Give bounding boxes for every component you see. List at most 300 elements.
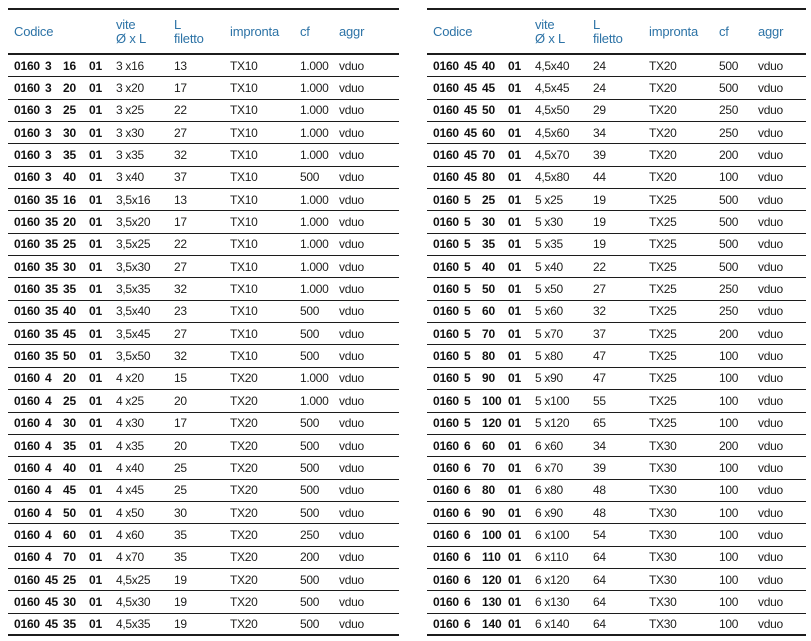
filetto-cell: 39 xyxy=(593,460,606,475)
codice-cell xyxy=(8,371,116,385)
codice-cell xyxy=(8,573,116,587)
vite-cell: 3 x20 xyxy=(116,81,144,96)
aggr-cell: vduo xyxy=(339,215,364,230)
aggr-cell: vduo xyxy=(339,616,364,631)
codice-cell xyxy=(427,617,535,631)
article-code: 0160 5 90 01 xyxy=(433,371,521,386)
catalog-table-left xyxy=(8,8,399,636)
impronta-cell: TX10 xyxy=(230,170,258,185)
impronta-cell: TX20 xyxy=(649,170,677,185)
codice-cell xyxy=(8,81,116,95)
article-code: 0160 4 60 01 xyxy=(14,527,102,542)
vite-cell: 4,5x30 xyxy=(116,594,151,609)
header-codice: Codice xyxy=(433,24,473,39)
filetto-cell: 55 xyxy=(593,393,606,408)
aggr-cell: vduo xyxy=(339,371,364,386)
impronta-cell: TX25 xyxy=(649,349,677,364)
table-row xyxy=(8,211,399,233)
aggr-cell: vduo xyxy=(758,616,783,631)
codice-cell xyxy=(427,349,535,363)
codice-cell xyxy=(427,528,535,542)
article-code: 0160 45 80 01 xyxy=(433,170,521,185)
cf-cell: 100 xyxy=(719,594,739,609)
article-code: 0160 45 70 01 xyxy=(433,148,521,163)
cf-cell: 1.000 xyxy=(300,148,329,163)
filetto-cell: 64 xyxy=(593,616,606,631)
aggr-cell: vduo xyxy=(339,594,364,609)
filetto-cell: 47 xyxy=(593,371,606,386)
codice-cell xyxy=(427,193,535,207)
article-code: 0160 4 70 01 xyxy=(14,550,102,565)
table-row xyxy=(8,144,399,166)
article-code: 0160 3 20 01 xyxy=(14,81,102,96)
filetto-cell: 34 xyxy=(593,438,606,453)
filetto-cell: 48 xyxy=(593,483,606,498)
table-row xyxy=(427,614,806,636)
cf-cell: 500 xyxy=(300,438,320,453)
codice-cell xyxy=(8,349,116,363)
header-vite: vite Ø x L xyxy=(116,16,147,46)
codice-cell xyxy=(427,304,535,318)
filetto-cell: 19 xyxy=(593,192,606,207)
vite-cell: 5 x25 xyxy=(535,192,563,207)
codice-cell xyxy=(8,170,116,184)
vite-cell: 5 x100 xyxy=(535,393,570,408)
codice-cell xyxy=(8,193,116,207)
cf-cell: 100 xyxy=(719,505,739,520)
cf-cell: 500 xyxy=(300,505,320,520)
article-code: 0160 5 40 01 xyxy=(433,259,521,274)
aggr-cell: vduo xyxy=(339,393,364,408)
impronta-cell: TX10 xyxy=(230,125,258,140)
article-code: 0160 3 25 01 xyxy=(14,103,102,118)
filetto-cell: 65 xyxy=(593,416,606,431)
table-row xyxy=(8,55,399,77)
filetto-cell: 20 xyxy=(174,438,187,453)
filetto-cell: 37 xyxy=(174,170,187,185)
cf-cell: 250 xyxy=(719,282,739,297)
impronta-cell: TX10 xyxy=(230,282,258,297)
cf-cell: 500 xyxy=(300,170,320,185)
article-code: 0160 5 80 01 xyxy=(433,349,521,364)
impronta-cell: TX20 xyxy=(230,550,258,565)
codice-cell xyxy=(427,170,535,184)
cf-cell: 200 xyxy=(719,438,739,453)
table-row xyxy=(427,211,806,233)
vite-cell: 4,5x50 xyxy=(535,103,570,118)
vite-cell: 5 x35 xyxy=(535,237,563,252)
article-code: 0160 3 30 01 xyxy=(14,125,102,140)
article-code: 0160 6 70 01 xyxy=(433,460,521,475)
filetto-cell: 44 xyxy=(593,170,606,185)
header-impronta: impronta xyxy=(230,24,279,39)
impronta-cell: TX25 xyxy=(649,282,677,297)
table-row xyxy=(8,547,399,569)
aggr-cell: vduo xyxy=(339,81,364,96)
impronta-cell: TX20 xyxy=(230,527,258,542)
aggr-cell: vduo xyxy=(758,572,783,587)
aggr-cell: vduo xyxy=(339,192,364,207)
table-row xyxy=(427,234,806,256)
table-row xyxy=(8,502,399,524)
cf-cell: 500 xyxy=(300,304,320,319)
cf-cell: 1.000 xyxy=(300,81,329,96)
impronta-cell: TX20 xyxy=(230,594,258,609)
filetto-cell: 54 xyxy=(593,527,606,542)
table-row xyxy=(427,457,806,479)
impronta-cell: TX25 xyxy=(649,304,677,319)
vite-cell: 4 x70 xyxy=(116,550,144,565)
aggr-cell: vduo xyxy=(758,416,783,431)
vite-cell: 4,5x35 xyxy=(116,616,151,631)
article-code: 0160 4 35 01 xyxy=(14,438,102,453)
impronta-cell: TX10 xyxy=(230,304,258,319)
vite-cell: 5 x70 xyxy=(535,326,563,341)
cf-cell: 1.000 xyxy=(300,371,329,386)
vite-cell: 4,5x60 xyxy=(535,125,570,140)
cf-cell: 1.000 xyxy=(300,237,329,252)
cf-cell: 200 xyxy=(719,148,739,163)
codice-cell xyxy=(427,81,535,95)
aggr-cell: vduo xyxy=(339,460,364,475)
impronta-cell: TX20 xyxy=(230,572,258,587)
cf-cell: 100 xyxy=(719,550,739,565)
vite-cell: 4 x60 xyxy=(116,527,144,542)
cf-cell: 1.000 xyxy=(300,282,329,297)
vite-cell: 3,5x16 xyxy=(116,192,151,207)
filetto-cell: 17 xyxy=(174,416,187,431)
aggr-cell: vduo xyxy=(339,349,364,364)
cf-cell: 1.000 xyxy=(300,103,329,118)
impronta-cell: TX10 xyxy=(230,237,258,252)
vite-cell: 3 x40 xyxy=(116,170,144,185)
article-code: 0160 35 40 01 xyxy=(14,304,102,319)
filetto-cell: 32 xyxy=(593,304,606,319)
table-row xyxy=(8,256,399,278)
article-code: 0160 6 60 01 xyxy=(433,438,521,453)
aggr-cell: vduo xyxy=(339,527,364,542)
filetto-cell: 27 xyxy=(174,125,187,140)
aggr-cell: vduo xyxy=(758,192,783,207)
codice-cell xyxy=(8,394,116,408)
cf-cell: 500 xyxy=(719,259,739,274)
codice-cell xyxy=(8,260,116,274)
article-code: 0160 5 50 01 xyxy=(433,282,521,297)
table-row xyxy=(427,413,806,435)
aggr-cell: vduo xyxy=(339,550,364,565)
table-row xyxy=(427,167,806,189)
article-code: 0160 5 70 01 xyxy=(433,326,521,341)
table-row xyxy=(8,569,399,591)
impronta-cell: TX20 xyxy=(649,125,677,140)
cf-cell: 500 xyxy=(300,349,320,364)
filetto-cell: 64 xyxy=(593,594,606,609)
filetto-cell: 22 xyxy=(174,103,187,118)
filetto-cell: 19 xyxy=(174,594,187,609)
table-row xyxy=(427,100,806,122)
article-code: 0160 6 130 01 xyxy=(433,594,521,609)
cf-cell: 500 xyxy=(300,460,320,475)
impronta-cell: TX30 xyxy=(649,527,677,542)
vite-cell: 4,5x40 xyxy=(535,58,570,73)
cf-cell: 1.000 xyxy=(300,192,329,207)
vite-cell: 5 x50 xyxy=(535,282,563,297)
aggr-cell: vduo xyxy=(339,58,364,73)
vite-cell: 5 x120 xyxy=(535,416,570,431)
article-code: 0160 45 40 01 xyxy=(433,58,521,73)
filetto-cell: 25 xyxy=(174,483,187,498)
article-code: 0160 4 30 01 xyxy=(14,416,102,431)
vite-cell: 5 x30 xyxy=(535,215,563,230)
table-header xyxy=(8,8,399,55)
aggr-cell: vduo xyxy=(758,550,783,565)
impronta-cell: TX25 xyxy=(649,215,677,230)
table-row xyxy=(8,122,399,144)
table-row xyxy=(8,345,399,367)
codice-cell xyxy=(427,103,535,117)
codice-cell xyxy=(8,528,116,542)
codice-cell xyxy=(8,550,116,564)
article-code: 0160 4 25 01 xyxy=(14,393,102,408)
vite-cell: 4 x50 xyxy=(116,505,144,520)
table-row xyxy=(8,614,399,636)
table-row xyxy=(8,457,399,479)
cf-cell: 500 xyxy=(300,594,320,609)
codice-cell xyxy=(427,461,535,475)
filetto-cell: 13 xyxy=(174,58,187,73)
vite-cell: 3,5x20 xyxy=(116,215,151,230)
impronta-cell: TX10 xyxy=(230,58,258,73)
aggr-cell: vduo xyxy=(758,304,783,319)
table-row xyxy=(8,77,399,99)
table-row xyxy=(427,144,806,166)
vite-cell: 6 x130 xyxy=(535,594,570,609)
article-code: 0160 35 50 01 xyxy=(14,349,102,364)
impronta-cell: TX25 xyxy=(649,192,677,207)
cf-cell: 500 xyxy=(719,58,739,73)
cf-cell: 250 xyxy=(719,304,739,319)
header-impronta: impronta xyxy=(649,24,698,39)
filetto-cell: 24 xyxy=(593,58,606,73)
codice-cell xyxy=(427,394,535,408)
filetto-cell: 13 xyxy=(174,192,187,207)
cf-cell: 200 xyxy=(719,326,739,341)
article-code: 0160 5 100 01 xyxy=(433,393,521,408)
article-code: 0160 6 100 01 xyxy=(433,527,521,542)
table-row xyxy=(427,77,806,99)
aggr-cell: vduo xyxy=(758,125,783,140)
impronta-cell: TX20 xyxy=(649,81,677,96)
table-row xyxy=(8,301,399,323)
article-code: 0160 45 45 01 xyxy=(433,81,521,96)
vite-cell: 3,5x50 xyxy=(116,349,151,364)
cf-cell: 500 xyxy=(719,237,739,252)
impronta-cell: TX10 xyxy=(230,326,258,341)
article-code: 0160 3 40 01 xyxy=(14,170,102,185)
table-row xyxy=(427,480,806,502)
vite-cell: 4 x45 xyxy=(116,483,144,498)
aggr-cell: vduo xyxy=(758,371,783,386)
aggr-cell: vduo xyxy=(758,103,783,118)
table-row xyxy=(8,390,399,412)
cf-cell: 100 xyxy=(719,393,739,408)
filetto-cell: 37 xyxy=(593,326,606,341)
article-code: 0160 4 40 01 xyxy=(14,460,102,475)
header-aggr: aggr xyxy=(758,24,784,39)
impronta-cell: TX20 xyxy=(230,393,258,408)
codice-cell xyxy=(427,483,535,497)
vite-cell: 4,5x70 xyxy=(535,148,570,163)
article-code: 0160 3 35 01 xyxy=(14,148,102,163)
cf-cell: 500 xyxy=(719,215,739,230)
article-code: 0160 5 120 01 xyxy=(433,416,521,431)
cf-cell: 500 xyxy=(300,483,320,498)
header-cf: cf xyxy=(719,24,729,39)
article-code: 0160 5 25 01 xyxy=(433,192,521,207)
table-row xyxy=(427,547,806,569)
codice-cell xyxy=(8,506,116,520)
aggr-cell: vduo xyxy=(758,393,783,408)
table-row xyxy=(427,323,806,345)
impronta-cell: TX10 xyxy=(230,148,258,163)
cf-cell: 500 xyxy=(300,416,320,431)
impronta-cell: TX25 xyxy=(649,416,677,431)
aggr-cell: vduo xyxy=(758,215,783,230)
codice-cell xyxy=(8,282,116,296)
vite-cell: 5 x40 xyxy=(535,259,563,274)
table-body xyxy=(427,55,806,636)
codice-cell xyxy=(8,237,116,251)
codice-cell xyxy=(427,59,535,73)
filetto-cell: 19 xyxy=(174,572,187,587)
impronta-cell: TX30 xyxy=(649,594,677,609)
vite-cell: 6 x80 xyxy=(535,483,563,498)
aggr-cell: vduo xyxy=(758,282,783,297)
article-code: 0160 5 30 01 xyxy=(433,215,521,230)
filetto-cell: 22 xyxy=(174,237,187,252)
impronta-cell: TX30 xyxy=(649,438,677,453)
filetto-cell: 24 xyxy=(593,81,606,96)
aggr-cell: vduo xyxy=(758,148,783,163)
filetto-cell: 19 xyxy=(174,616,187,631)
article-code: 0160 45 25 01 xyxy=(14,572,102,587)
vite-cell: 3,5x40 xyxy=(116,304,151,319)
impronta-cell: TX20 xyxy=(230,416,258,431)
article-code: 0160 35 25 01 xyxy=(14,237,102,252)
codice-cell xyxy=(8,461,116,475)
filetto-cell: 25 xyxy=(174,460,187,475)
table-row xyxy=(8,278,399,300)
filetto-cell: 19 xyxy=(593,237,606,252)
table-row xyxy=(427,502,806,524)
codice-cell xyxy=(8,215,116,229)
vite-cell: 3 x30 xyxy=(116,125,144,140)
aggr-cell: vduo xyxy=(339,170,364,185)
codice-cell xyxy=(427,327,535,341)
aggr-cell: vduo xyxy=(758,58,783,73)
cf-cell: 1.000 xyxy=(300,125,329,140)
aggr-cell: vduo xyxy=(339,438,364,453)
impronta-cell: TX10 xyxy=(230,259,258,274)
cf-cell: 500 xyxy=(719,81,739,96)
aggr-cell: vduo xyxy=(339,572,364,587)
header-filetto: L filetto xyxy=(593,16,623,46)
aggr-cell: vduo xyxy=(339,483,364,498)
impronta-cell: TX25 xyxy=(649,393,677,408)
codice-cell xyxy=(427,148,535,162)
table-row xyxy=(427,390,806,412)
codice-cell xyxy=(8,483,116,497)
cf-cell: 1.000 xyxy=(300,393,329,408)
table-row xyxy=(427,345,806,367)
table-row xyxy=(8,413,399,435)
aggr-cell: vduo xyxy=(758,460,783,475)
article-code: 0160 6 90 01 xyxy=(433,505,521,520)
vite-cell: 6 x90 xyxy=(535,505,563,520)
cf-cell: 500 xyxy=(719,192,739,207)
impronta-cell: TX20 xyxy=(230,616,258,631)
cf-cell: 200 xyxy=(300,550,320,565)
vite-cell: 4 x20 xyxy=(116,371,144,386)
impronta-cell: TX10 xyxy=(230,81,258,96)
codice-cell xyxy=(8,126,116,140)
aggr-cell: vduo xyxy=(339,416,364,431)
impronta-cell: TX10 xyxy=(230,103,258,118)
aggr-cell: vduo xyxy=(758,170,783,185)
impronta-cell: TX20 xyxy=(230,483,258,498)
aggr-cell: vduo xyxy=(758,505,783,520)
impronta-cell: TX10 xyxy=(230,349,258,364)
filetto-cell: 35 xyxy=(174,527,187,542)
cf-cell: 500 xyxy=(300,572,320,587)
article-code: 0160 4 50 01 xyxy=(14,505,102,520)
article-code: 0160 35 45 01 xyxy=(14,326,102,341)
codice-cell xyxy=(427,439,535,453)
filetto-cell: 30 xyxy=(174,505,187,520)
cf-cell: 100 xyxy=(719,416,739,431)
aggr-cell: vduo xyxy=(758,349,783,364)
codice-cell xyxy=(8,103,116,117)
table-row xyxy=(427,278,806,300)
vite-cell: 6 x60 xyxy=(535,438,563,453)
article-code: 0160 4 20 01 xyxy=(14,371,102,386)
article-code: 0160 5 35 01 xyxy=(433,237,521,252)
filetto-cell: 23 xyxy=(174,304,187,319)
filetto-cell: 15 xyxy=(174,371,187,386)
vite-cell: 3,5x45 xyxy=(116,326,151,341)
codice-cell xyxy=(427,506,535,520)
article-code: 0160 3 16 01 xyxy=(14,58,102,73)
filetto-cell: 64 xyxy=(593,572,606,587)
article-code: 0160 45 50 01 xyxy=(433,103,521,118)
impronta-cell: TX20 xyxy=(649,148,677,163)
table-row xyxy=(8,435,399,457)
header-aggr: aggr xyxy=(339,24,365,39)
codice-cell xyxy=(427,126,535,140)
filetto-cell: 64 xyxy=(593,550,606,565)
aggr-cell: vduo xyxy=(758,237,783,252)
codice-cell xyxy=(427,573,535,587)
codice-cell xyxy=(8,439,116,453)
cf-cell: 1.000 xyxy=(300,215,329,230)
filetto-cell: 17 xyxy=(174,215,187,230)
codice-cell xyxy=(427,371,535,385)
codice-cell xyxy=(427,282,535,296)
filetto-cell: 19 xyxy=(593,215,606,230)
impronta-cell: TX30 xyxy=(649,505,677,520)
aggr-cell: vduo xyxy=(339,148,364,163)
filetto-cell: 27 xyxy=(174,326,187,341)
